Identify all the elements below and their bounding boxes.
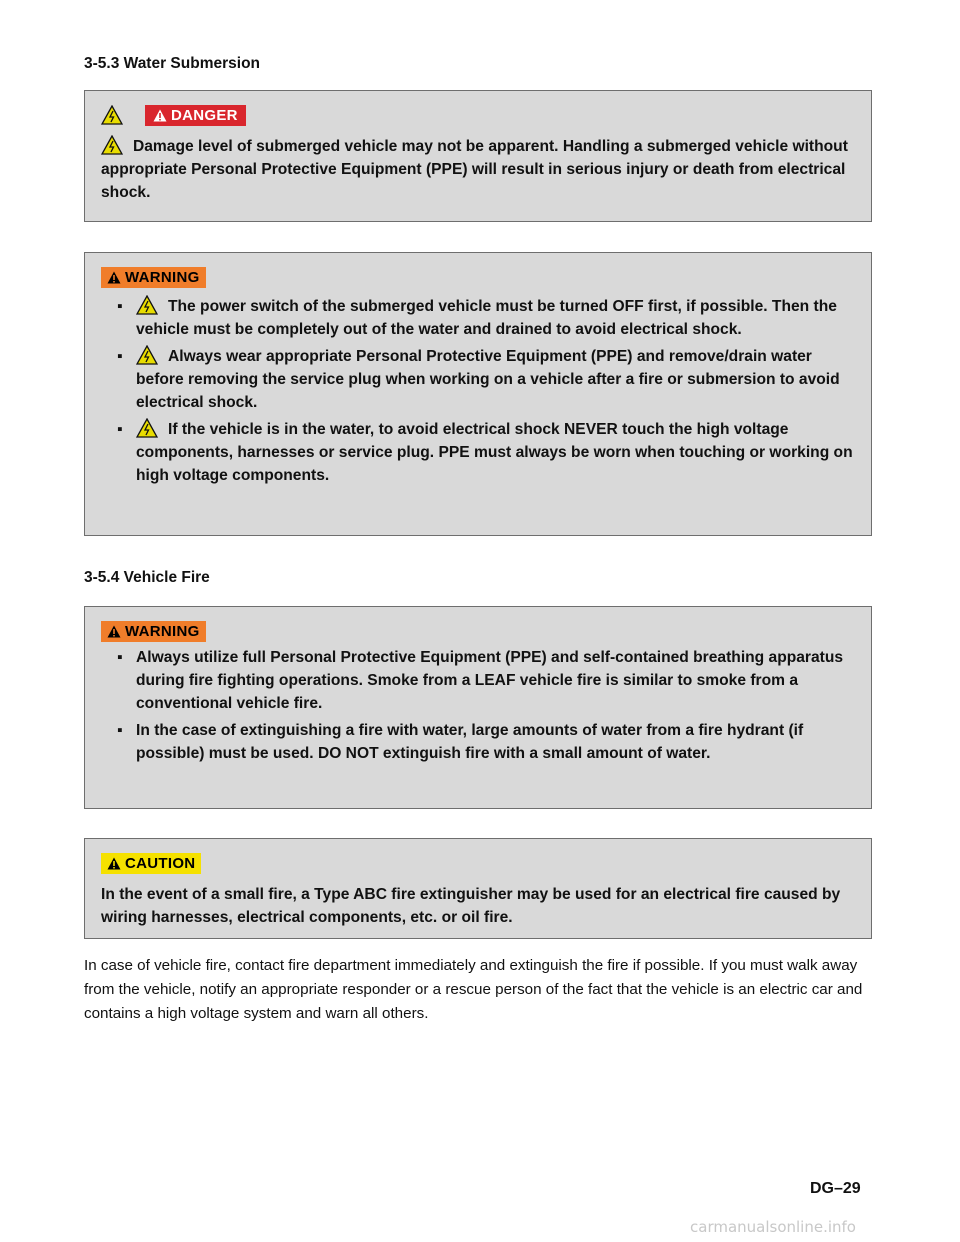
danger-notice [84,90,872,222]
warning-label: WARNING [125,622,200,640]
list-item [101,295,855,341]
body-paragraph: In case of vehicle fire, contact fire department immediately and extinguish the fire if possible. If you must walk away from the vehicle, notify an appropriate responder or a rescue person of the fact that the vehicle is an electric car and contains a high voltage system and warn all others. [84,957,863,1022]
warning-item-text: The power switch of the submerged vehicle must be turned OFF first, if possible. Then the vehicle must be completely out of the water and drained to avoid electrical shock. [136,298,837,338]
danger-label: DANGER [171,106,238,124]
warning-notice-fire [84,606,872,809]
exclamation-triangle-icon [153,109,167,122]
high-voltage-warning-icon [101,135,123,155]
list-item [101,646,855,715]
warning-list [101,646,855,765]
warning-signal-word [101,621,206,642]
warning-list [101,295,855,487]
exclamation-triangle-icon [107,271,121,284]
list-item [101,719,855,765]
warning-notice-submersion [84,252,872,536]
section-heading-vehicle-fire: 3-5.4 Vehicle Fire [84,569,210,586]
warning-item-text: If the vehicle is in the water, to avoid electrical shock NEVER touch the high voltage components, harnesses or service plug. PPE must always be worn when touching or working on high voltage components. [136,421,853,484]
danger-text-block [101,135,855,204]
bullet: ▪ [117,722,123,739]
warning-item-text: In the case of extinguishing a fire with water, large amounts of water from a fire hydrant (if possible) must be used. DO NOT extinguish fire with a small amount of water. [136,722,804,762]
caution-notice [84,838,872,939]
warning-label-row [101,619,855,643]
list-item [101,345,855,414]
high-voltage-warning-icon [136,345,158,365]
caution-label: CAUTION [125,854,196,872]
high-voltage-warning-icon [136,295,158,315]
bullet: ▪ [117,649,123,666]
danger-signal-word [145,105,246,126]
bullet: ▪ [117,298,123,315]
bullet: ▪ [117,348,123,365]
section-heading-water-submersion: 3-5.3 Water Submersion [84,55,261,72]
high-voltage-warning-icon [136,418,158,438]
exclamation-triangle-icon [107,625,121,638]
danger-text: Damage level of submerged vehicle may not be apparent. Handling a submerged vehicle without appropriate Personal Protective Equipment (PPE) will result in serious injury or death from electrical shock. [101,138,848,201]
page-number: DG–29 [810,1180,861,1197]
list-item [101,418,855,487]
caution-text: In the event of a small fire, a Type ABC fire extinguisher may be used for an electrical fire caused by wiring harnesses, electrical components, etc. or oil fire. [101,886,841,926]
caution-signal-word [101,853,201,874]
warning-signal-word [101,267,206,288]
caution-label-row [101,851,855,875]
high-voltage-warning-icon [101,105,123,125]
warning-label: WARNING [125,268,200,286]
warning-label-row [101,265,855,289]
bullet: ▪ [117,421,123,438]
danger-label-row [101,103,855,127]
warning-item-text: Always wear appropriate Personal Protective Equipment (PPE) and remove/drain water before removing the service plug when working on a vehicle after a fire or submersion to avoid electrical shock. [136,348,840,411]
warning-item-text: Always utilize full Personal Protective Equipment (PPE) and self-contained breathing apparatus during fire fighting operations. Smoke from a LEAF vehicle fire is similar to smoke from a conventional vehicle fire. [136,649,844,712]
watermark: carmanualsonline.info [690,1218,856,1236]
exclamation-triangle-icon [107,857,121,870]
